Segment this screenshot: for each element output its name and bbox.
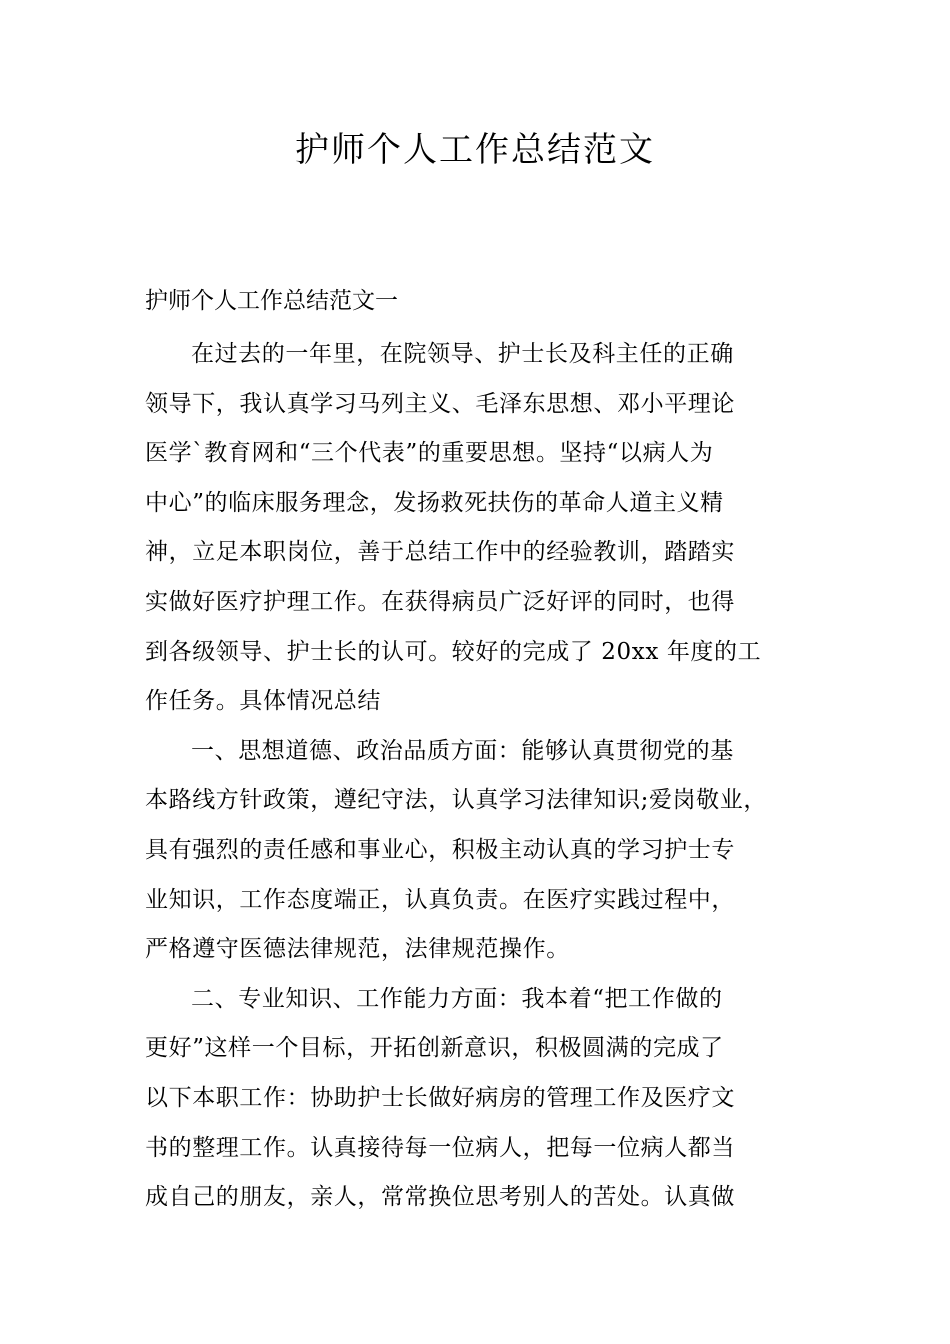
document-body	[145, 330, 810, 1223]
paragraph-professional	[145, 975, 810, 1223]
text-line: 更好”这样一个目标，开拓创新意识，积极圆满的完成了	[145, 1035, 724, 1062]
text-line: 医学`教育网和“三个代表”的重要思想。坚持“以病人为	[145, 440, 714, 467]
document-title: 护师个人工作总结范文	[295, 130, 655, 170]
text-line: 到各级领导、护士长的认可。较好的完成了 20xx 年度的工	[145, 638, 762, 665]
text-line: 严格遵守医德法律规范，法律规范操作。	[145, 936, 570, 963]
text-line: 书的整理工作。认真接待每一位病人，把每一位病人都当	[145, 1134, 735, 1161]
text-line: 本路线方针政策，遵纪守法，认真学习法律知识;爱岗敬业，	[145, 787, 767, 814]
section-heading: 护师个人工作总结范文一	[145, 288, 398, 314]
text-line: 领导下，我认真学习马列主义、毛泽东思想、邓小平理论	[145, 390, 735, 417]
text-line: 在过去的一年里，在院领导、护士长及科主任的正确	[191, 341, 734, 367]
text-line: 具有强烈的责任感和事业心，积极主动认真的学习护士专	[145, 836, 735, 863]
paragraph-ideology	[145, 727, 810, 975]
text-line: 二、专业知识、工作能力方面：我本着“把工作做的	[191, 985, 723, 1012]
text-line: 中心”的临床服务理念，发扬救死扶伤的革命人道主义精	[145, 489, 724, 516]
text-line: 实做好医疗护理工作。在获得病员广泛好评的同时，也得	[145, 588, 735, 615]
text-line: 成自己的朋友，亲人，常常换位思考别人的苦处。认真做	[145, 1184, 735, 1211]
text-line: 以下本职工作：协助护士长做好病房的管理工作及医疗文	[145, 1084, 735, 1111]
text-line: 业知识，工作态度端正，认真负责。在医疗实践过程中，	[145, 886, 735, 913]
text-line: 神，立足本职岗位，善于总结工作中的经验教训，踏踏实	[145, 539, 735, 566]
text-line: 一、思想道德、政治品质方面：能够认真贯彻党的基	[191, 737, 734, 764]
paragraph-intro	[145, 330, 810, 727]
text-line: 作任务。具体情况总结	[145, 688, 381, 715]
